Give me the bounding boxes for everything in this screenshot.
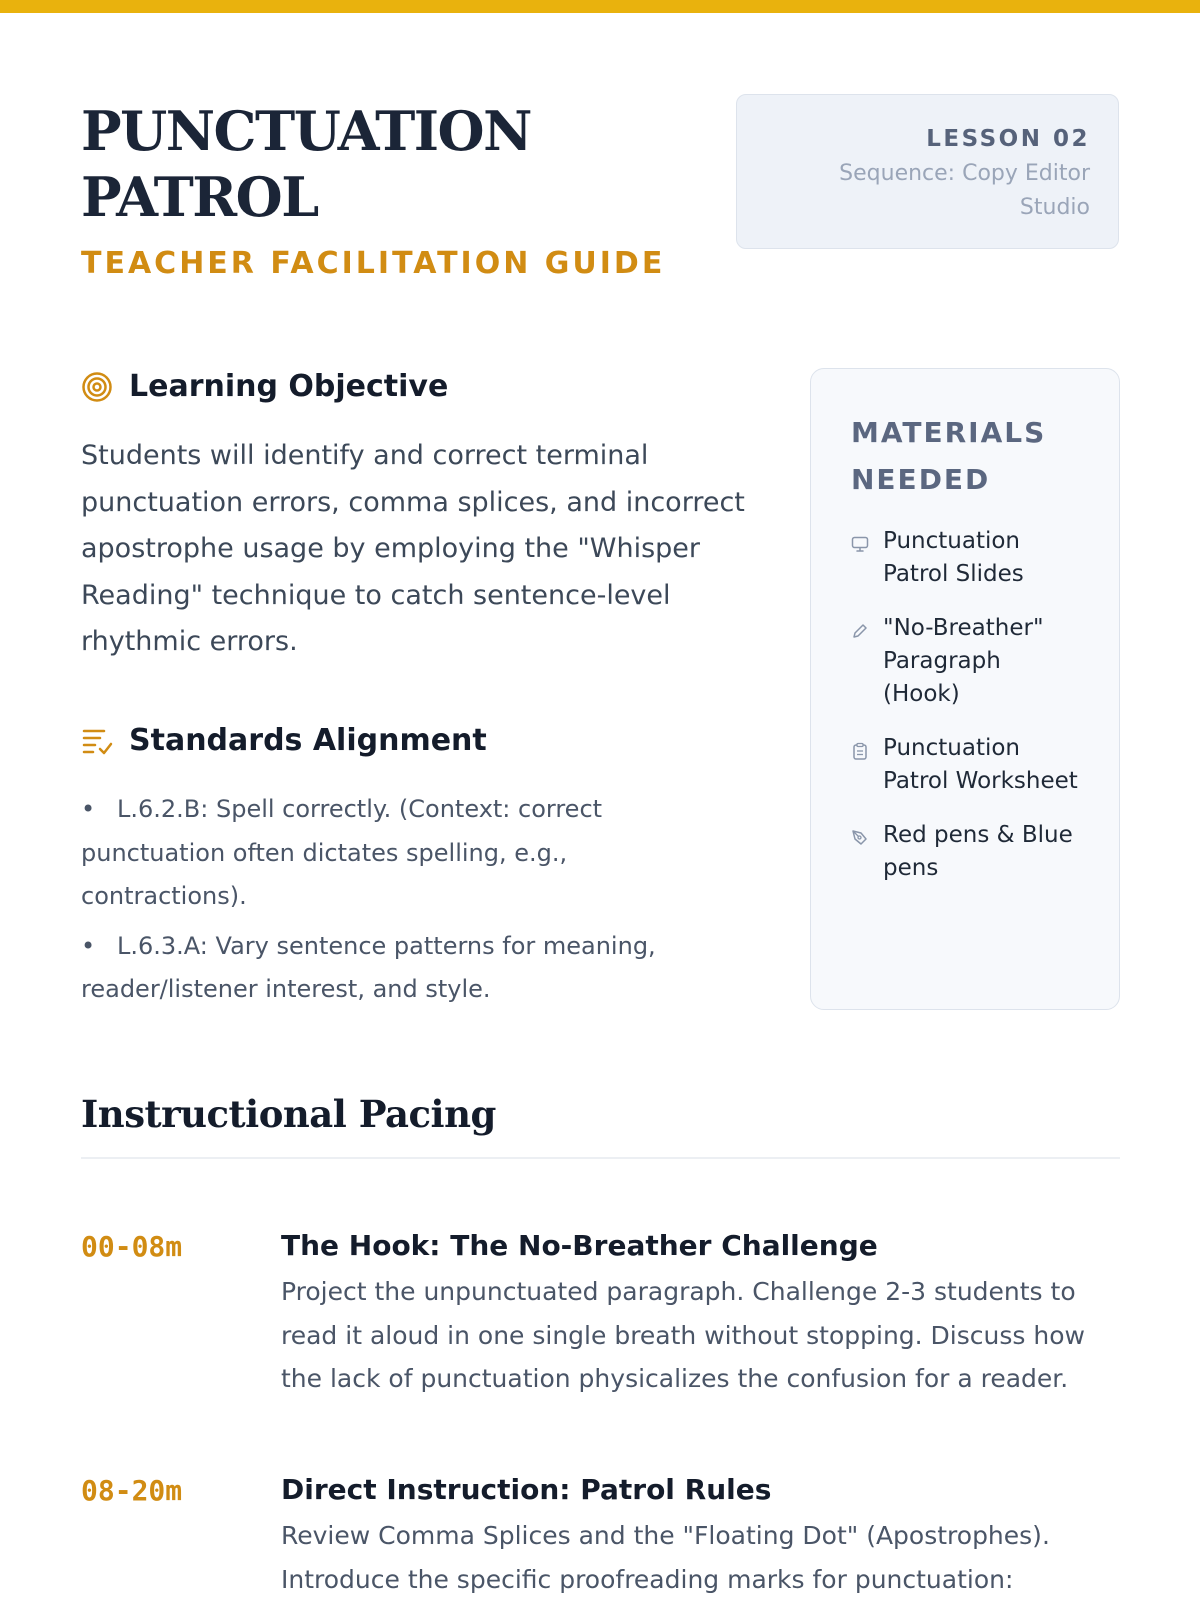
materials-list [851, 525, 1079, 885]
learning-objective-heading [81, 369, 448, 404]
list-item [81, 788, 721, 919]
pencil-icon [851, 622, 869, 640]
list-item [851, 732, 1079, 798]
pacing-body [281, 1228, 1101, 1401]
standards-alignment-heading [81, 723, 487, 758]
page-title-line-1: PUNCTUATION [81, 99, 531, 163]
learning-objective-title: Learning Objective [129, 369, 449, 404]
pacing-title: Direct Instruction: Patrol Rules [281, 1473, 772, 1506]
materials-card [810, 368, 1120, 1010]
list-item [851, 819, 1079, 885]
pacing-time: 08-20m [81, 1474, 183, 1507]
monitor-icon [851, 535, 869, 553]
instructional-pacing-heading: Instructional Pacing [81, 1092, 496, 1136]
pacing-title: The Hook: The No-Breather Challenge [281, 1229, 878, 1262]
list-item [851, 525, 1079, 591]
material-label: Punctuation Patrol Slides [883, 528, 1024, 587]
lesson-sequence: Sequence: Copy Editor Studio [839, 161, 1090, 220]
clipboard-icon [851, 742, 869, 760]
divider [81, 1157, 1120, 1159]
target-icon [81, 371, 113, 403]
material-label: Red pens & Blue pens [883, 822, 1073, 881]
materials-title: MATERIALS NEEDED [851, 416, 1047, 496]
material-label: Punctuation Patrol Worksheet [883, 735, 1078, 794]
pacing-description: Review Comma Splices and the "Floating Dot" (Apostrophes). Introduce the specific proofreading marks for punctuation: [281, 1521, 1050, 1594]
pacing-description: Project the unpunctuated paragraph. Challenge 2-3 students to read it aloud in one single breath without stopping. Discuss how the lack of punctuation physicalizes the confusion for a reader. [281, 1277, 1085, 1393]
page-title-line-2: PATROL [81, 165, 318, 229]
page-title [81, 98, 531, 230]
list-item [81, 925, 721, 1012]
lesson-number: LESSON 02 [926, 126, 1090, 152]
standard-text: L.6.3.A: Vary sentence patterns for meaning, reader/listener interest, and style. [81, 931, 656, 1003]
bullet: • [81, 931, 96, 960]
checklist-icon [81, 725, 113, 757]
standards-list [81, 788, 721, 1018]
standard-text: L.6.2.B: Spell correctly. (Context: correct punctuation often dictates spelling, e.g., contractions). [81, 795, 603, 910]
standards-alignment-title: Standards Alignment [129, 723, 487, 758]
material-label: "No-Breather" Paragraph (Hook) [883, 615, 1044, 707]
pacing-body [281, 1472, 1101, 1600]
top-accent-stripe [0, 0, 1200, 13]
lesson-info-card [736, 94, 1119, 249]
bullet: • [81, 795, 96, 823]
list-item [851, 612, 1079, 711]
learning-objective-text: Students will identify and correct terminal punctuation errors, comma splices, and incorrect apostrophe usage by employing the "Whisper Reading" technique to catch sentence-level rhythmic errors. [81, 440, 745, 657]
page-subtitle: TEACHER FACILITATION GUIDE [81, 246, 666, 281]
pen-nib-icon [851, 829, 869, 847]
pacing-time: 00-08m [81, 1230, 183, 1263]
